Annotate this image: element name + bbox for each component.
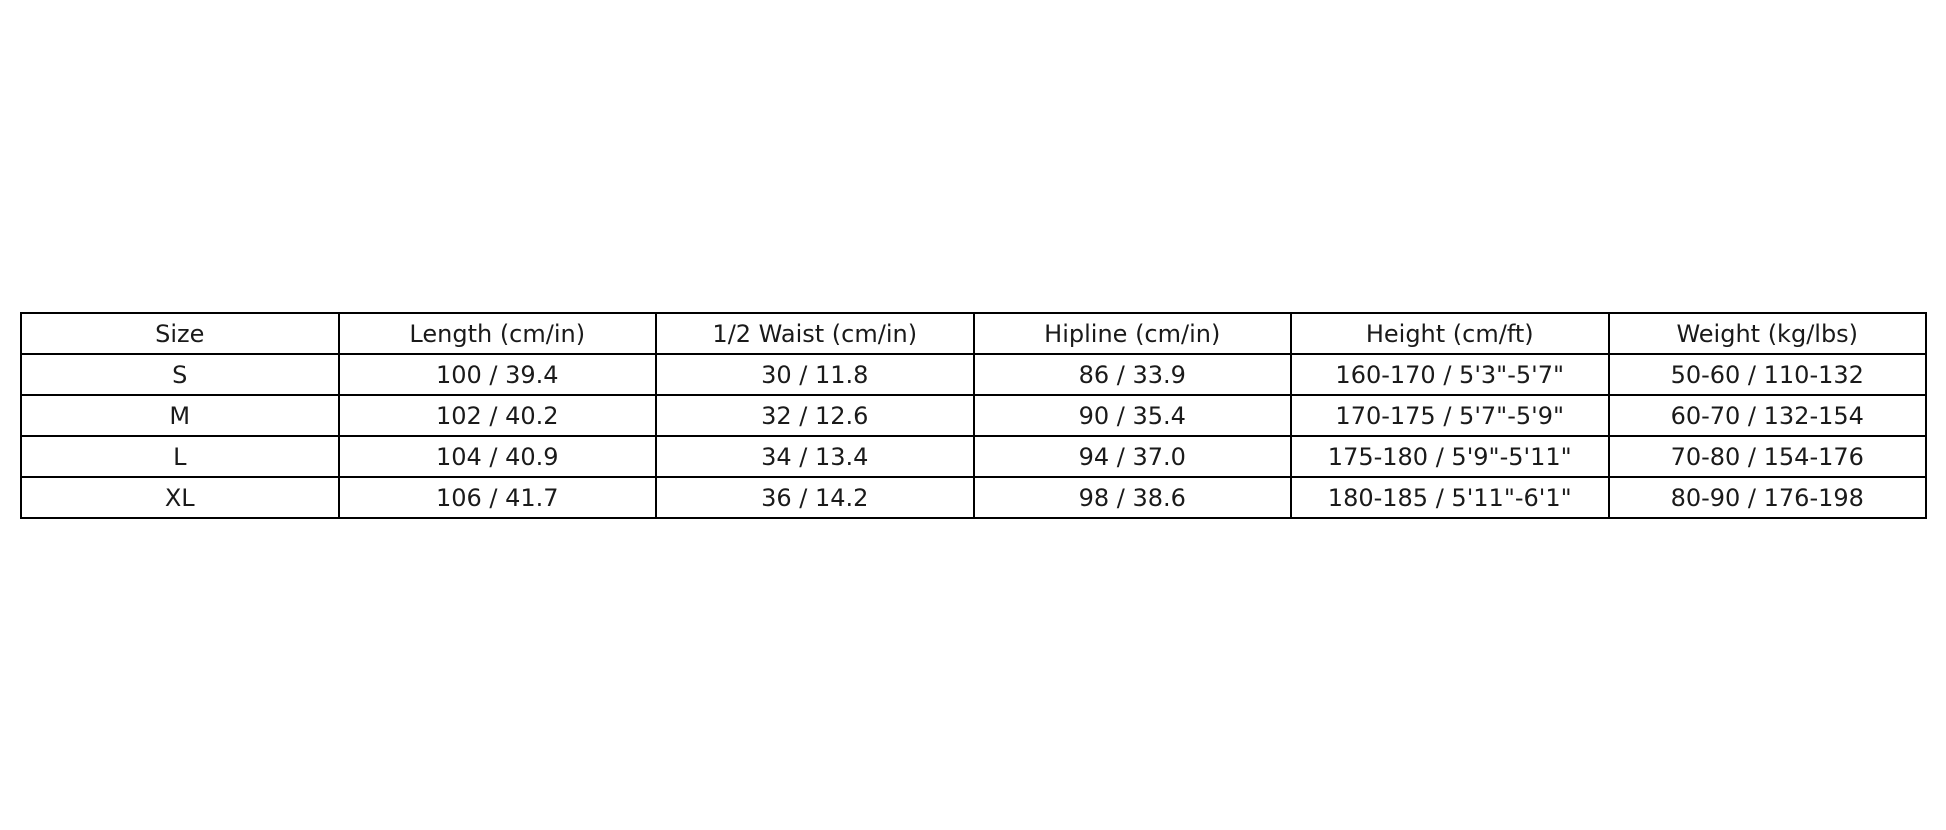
cell-weight: 50-60 / 110-132 (1609, 354, 1927, 395)
cell-size: XL (21, 477, 339, 518)
cell-height: 160-170 / 5'3"-5'7" (1291, 354, 1609, 395)
cell-weight: 80-90 / 176-198 (1609, 477, 1927, 518)
cell-length: 100 / 39.4 (339, 354, 657, 395)
cell-waist: 36 / 14.2 (656, 477, 974, 518)
cell-size: S (21, 354, 339, 395)
col-header-size: Size (21, 313, 339, 354)
col-header-length: Length (cm/in) (339, 313, 657, 354)
cell-hipline: 94 / 37.0 (974, 436, 1292, 477)
cell-height: 180-185 / 5'11"-6'1" (1291, 477, 1609, 518)
table-row-m (21, 395, 1926, 436)
cell-hipline: 86 / 33.9 (974, 354, 1292, 395)
header-row (21, 313, 1926, 354)
cell-waist: 34 / 13.4 (656, 436, 974, 477)
cell-length: 102 / 40.2 (339, 395, 657, 436)
cell-weight: 70-80 / 154-176 (1609, 436, 1927, 477)
cell-hipline: 90 / 35.4 (974, 395, 1292, 436)
cell-weight: 60-70 / 132-154 (1609, 395, 1927, 436)
cell-size: M (21, 395, 339, 436)
col-header-height: Height (cm/ft) (1291, 313, 1609, 354)
col-header-weight: Weight (kg/lbs) (1609, 313, 1927, 354)
col-header-waist: 1/2 Waist (cm/in) (656, 313, 974, 354)
cell-hipline: 98 / 38.6 (974, 477, 1292, 518)
table-row-l (21, 436, 1926, 477)
cell-size: L (21, 436, 339, 477)
table-row-s (21, 354, 1926, 395)
size-chart-table (20, 312, 1927, 519)
cell-waist: 32 / 12.6 (656, 395, 974, 436)
cell-length: 106 / 41.7 (339, 477, 657, 518)
cell-height: 170-175 / 5'7"-5'9" (1291, 395, 1609, 436)
cell-height: 175-180 / 5'9"-5'11" (1291, 436, 1609, 477)
cell-length: 104 / 40.9 (339, 436, 657, 477)
cell-waist: 30 / 11.8 (656, 354, 974, 395)
col-header-hipline: Hipline (cm/in) (974, 313, 1292, 354)
table-row-xl (21, 477, 1926, 518)
